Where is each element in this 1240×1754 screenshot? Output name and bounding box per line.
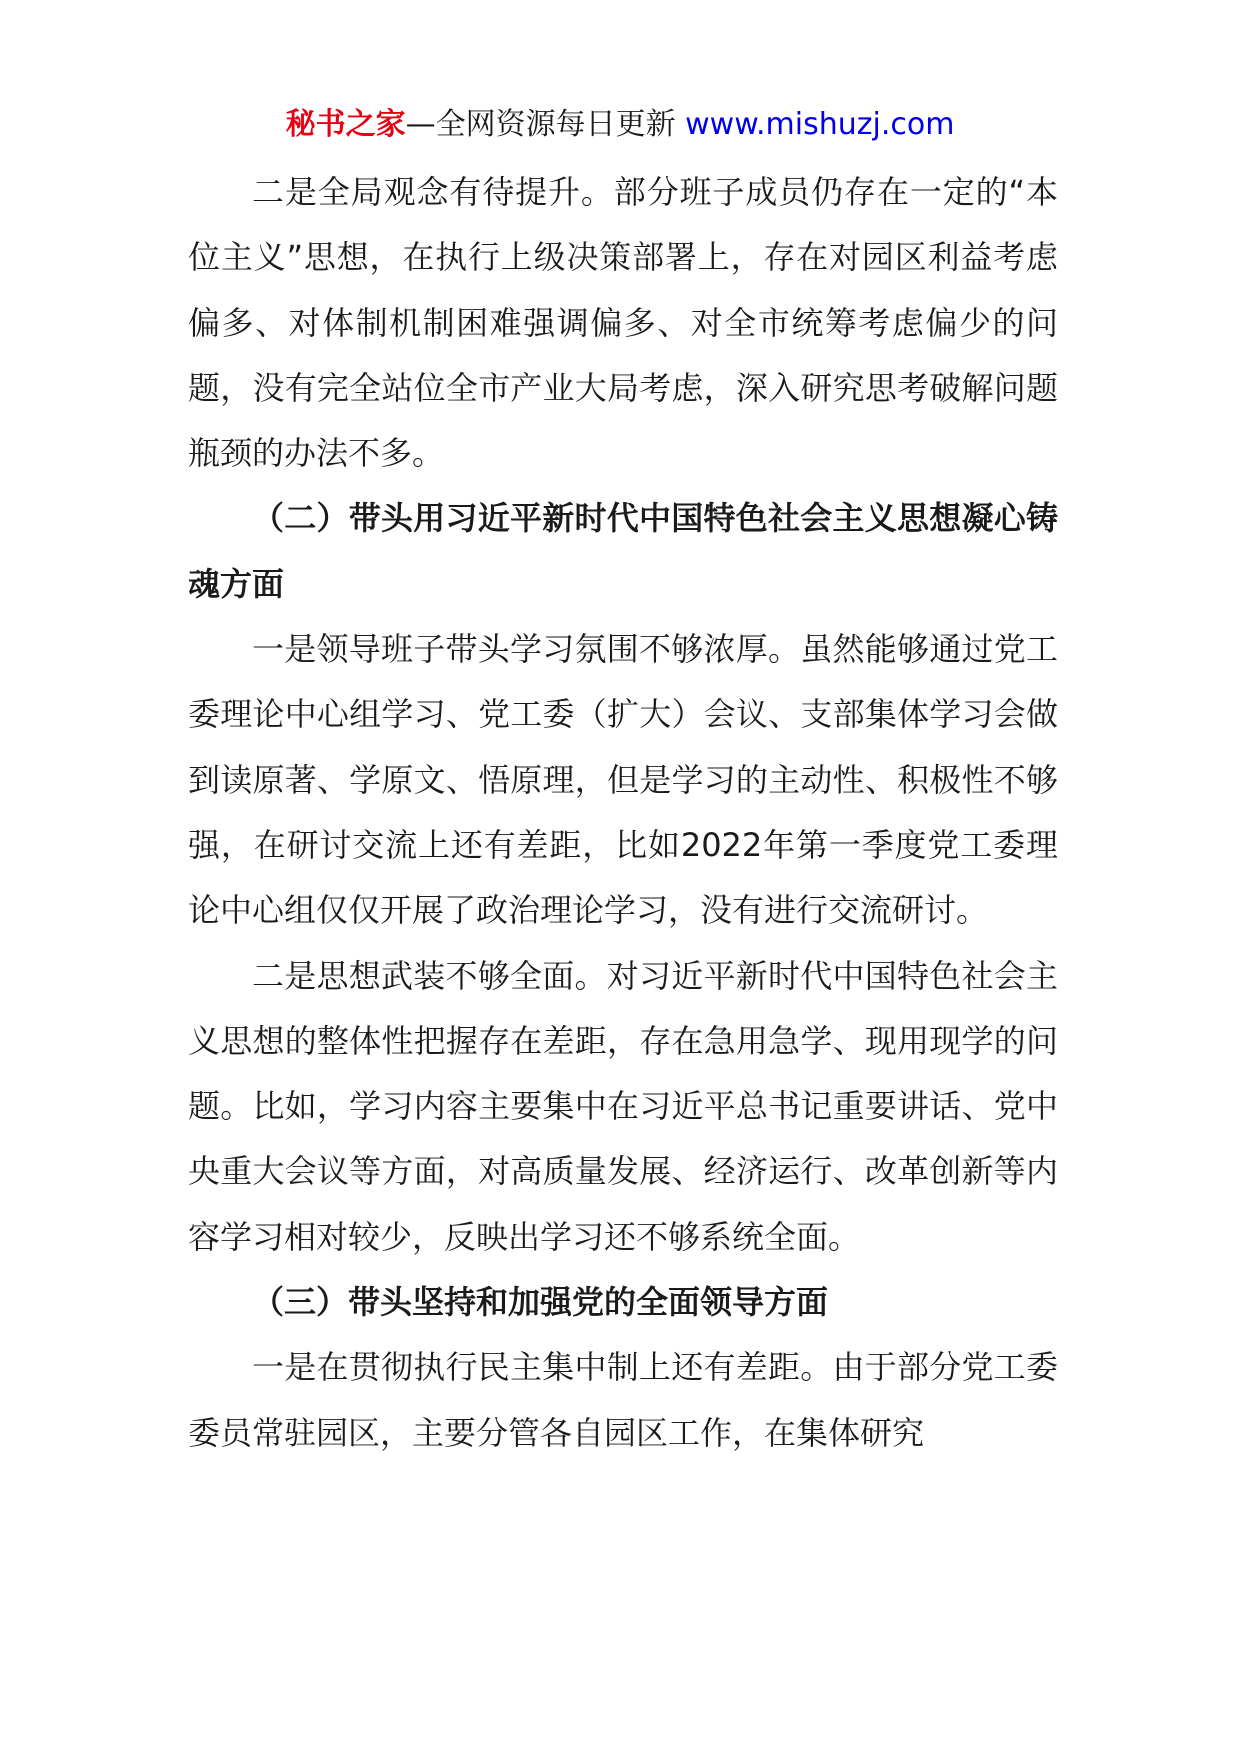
paragraph-4: 一是在贯彻执行民主集中制上还有差距。由于部分党工委委员常驻园区，主要分管各自园区工作，在集体研究: [188, 1348, 1058, 1452]
section-heading-2: （二）带头用习近平新时代中国特色社会主义思想凝心铸魂方面: [188, 499, 1058, 603]
header-tagline: —全网资源每日更新: [405, 107, 676, 142]
site-header: [0, 100, 1240, 150]
paragraph-2: 一是领导班子带头学习氛围不够浓厚。虽然能够通过党工委理论中心组学习、党工委（扩大）会议、支部集体学习会做到读原著、学原文、悟原理，但是学习的主动性、积极性不够强，在研讨交流上还有差距，比如2022年第一季度党工委理论中心组仅仅开展了政治理论学习，没有进行交流研讨。: [188, 630, 1058, 930]
document-body: [188, 160, 1058, 1466]
brand-name: 秘书之家: [285, 107, 406, 142]
paragraph-3: 二是思想武装不够全面。对习近平新时代中国特色社会主义思想的整体性把握存在差距，存在急用急学、现用现学的问题。比如，学习内容主要集中在习近平总书记重要讲话、党中央重大会议等方面，对高质量发展、经济运行、改革创新等内容学习相对较少，反映出学习还不够系统全面。: [188, 956, 1058, 1256]
site-url-link[interactable]: www.mishuzj.com: [685, 107, 955, 142]
paragraph-1: 二是全局观念有待提升。部分班子成员仍存在一定的“本位主义”思想，在执行上级决策部署上，存在对园区利益考虑偏多、对体制机制困难强调偏多、对全市统筹考虑偏少的问题，没有完全站位全市产业大局考虑，深入研究思考破解问题瓶颈的办法不多。: [188, 173, 1058, 473]
section-heading-3: （三）带头坚持和加强党的全面领导方面: [252, 1283, 829, 1322]
